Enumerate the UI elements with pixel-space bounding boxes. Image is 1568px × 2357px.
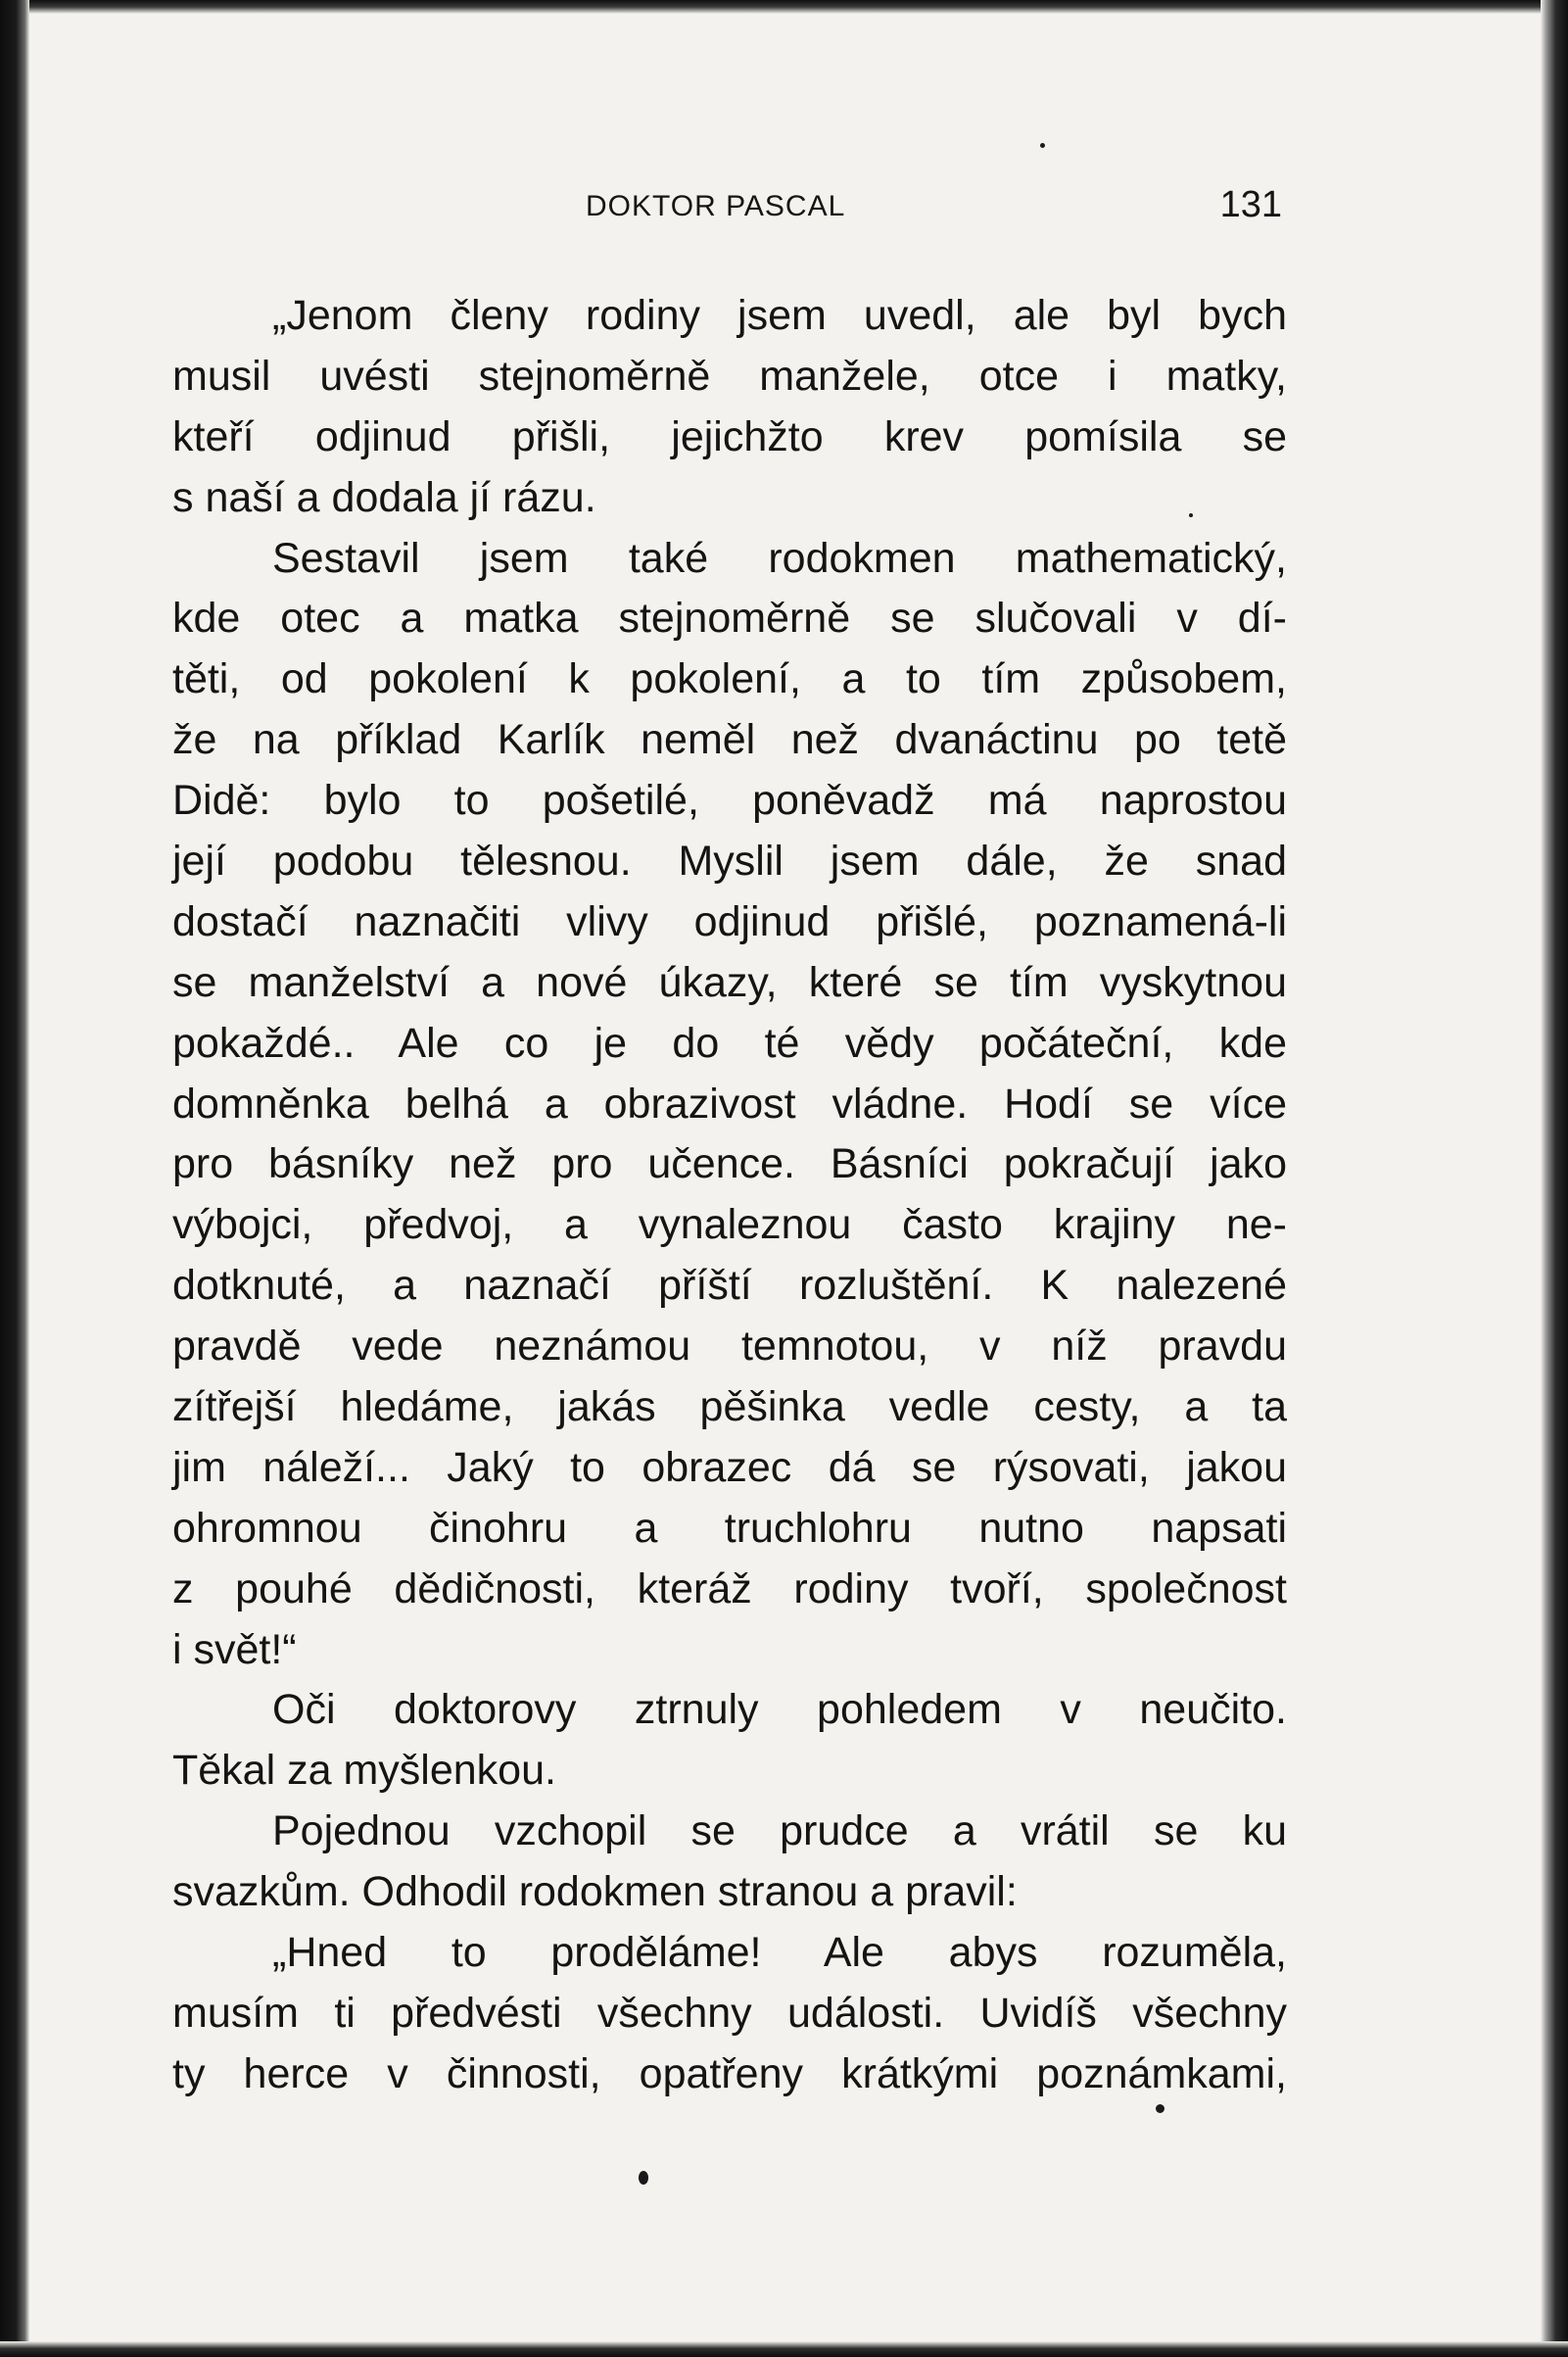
text-line: Didě: bylo to pošetilé, poněvadž má naprostou: [172, 777, 1287, 825]
text-line: ohromnou činohru a truchlohru nutno napsati: [172, 1504, 1287, 1552]
text-line: ty herce v činnosti, opatřeny krátkými poznámkami,: [172, 2049, 1287, 2097]
text-line: dostačí naznačiti vlivy odjinud přišlé, poznamená-li: [172, 897, 1287, 945]
text-line: svazkům. Odhodil rodokmen stranou a pravil:: [172, 1868, 1018, 1916]
text-line: že na příklad Karlík neměl než dvanáctinu po tetě: [172, 716, 1287, 764]
text-line: těti, od pokolení k pokolení, a to tím způsobem,: [172, 655, 1287, 703]
text-line: Těkal za myšlenkou.: [172, 1747, 556, 1795]
text-line: dotknuté, a naznačí příští rozluštění. K nalezené: [172, 1262, 1287, 1310]
scan-edge-top: [0, 0, 1568, 14]
text-line: musil uvésti stejnoměrně manžele, otce i matky,: [172, 352, 1287, 400]
scan-speck: [1040, 143, 1045, 148]
text-line: pro básníky než pro učence. Básníci pokračují jako: [172, 1140, 1287, 1188]
scan-edge-bottom: [0, 2341, 1568, 2357]
text-line: kteří odjinud přišli, jejichžto krev pomísila se: [172, 412, 1287, 460]
body-text: [172, 286, 1287, 2105]
text-line: „Jenom členy rodiny jsem uvedl, ale byl bych: [272, 292, 1287, 339]
text-line: i svět!“: [172, 1625, 297, 1673]
text-line: se manželství a nové úkazy, které se tím vyskytnou: [172, 958, 1287, 1006]
scan-speck: [1156, 2104, 1164, 2113]
text-line: Pojednou vzchopil se prudce a vrátil se ku: [272, 1807, 1287, 1855]
text-line: musím ti předvésti všechny události. Uvidíš všechny: [172, 1989, 1287, 2037]
text-line: z pouhé dědičnosti, kteráž rodiny tvoří, společnost: [172, 1564, 1287, 1612]
text-line: jim náleží... Jaký to obrazec dá se rýsovati, jakou: [172, 1443, 1287, 1491]
text-line: pravdě vede neznámou temnotou, v níž pravdu: [172, 1323, 1287, 1371]
page-number: 131: [1219, 184, 1282, 225]
text-line: kde otec a matka stejnoměrně se slučovali v dí-: [172, 595, 1287, 643]
text-line: pokaždé.. Ale co je do té vědy počáteční, kde: [172, 1019, 1287, 1067]
scan-edge-right: [1541, 0, 1568, 2357]
text-line: „Hned to proděláme! Ale abys rozuměla,: [272, 1929, 1287, 1977]
text-line: její podobu tělesnou. Myslil jsem dále, že snad: [172, 838, 1287, 886]
text-line: Sestavil jsem také rodokmen mathematický,: [272, 534, 1287, 582]
text-line: domněnka belhá a obrazivost vládne. Hodí se více: [172, 1080, 1287, 1128]
text-line: zítřejší hledáme, jakás pěšinka vedle cesty, a ta: [172, 1383, 1287, 1431]
running-title: DOKTOR PASCAL: [586, 190, 846, 222]
scan-edge-left: [0, 0, 29, 2357]
text-line: s naší a dodala jí rázu.: [172, 473, 596, 521]
scan-speck: [639, 2171, 648, 2185]
text-line: výbojci, předvoj, a vynaleznou často krajiny ne-: [172, 1201, 1287, 1249]
text-line: Oči doktorovy ztrnuly pohledem v neučito.: [272, 1686, 1287, 1734]
